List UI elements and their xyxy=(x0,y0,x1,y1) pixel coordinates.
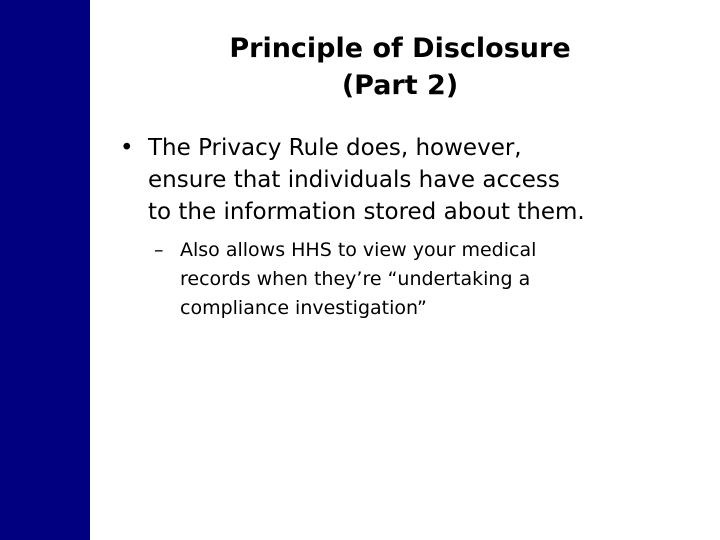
bullet-marker: • xyxy=(120,135,134,161)
sidebar-stripe xyxy=(0,0,90,540)
sub-bullet-marker: – xyxy=(154,239,164,261)
sub-bullet-item xyxy=(154,236,700,323)
bullet-line-3: to the information stored about them. xyxy=(148,199,585,225)
bullet-line-2: ensure that individuals have access xyxy=(148,167,560,193)
slide-title xyxy=(90,30,710,104)
title-line-1: Principle of Disclosure xyxy=(229,33,571,64)
bullet-line-1: The Privacy Rule does, however, xyxy=(148,135,522,161)
sub-bullet-line-2: records when they’re “undertaking a xyxy=(180,268,531,290)
bullet-item xyxy=(120,132,708,228)
title-line-2: (Part 2) xyxy=(341,70,459,101)
sub-bullet-line-3: compliance investigation” xyxy=(180,297,427,319)
sub-bullet-line-1: Also allows HHS to view your medical xyxy=(180,239,537,261)
